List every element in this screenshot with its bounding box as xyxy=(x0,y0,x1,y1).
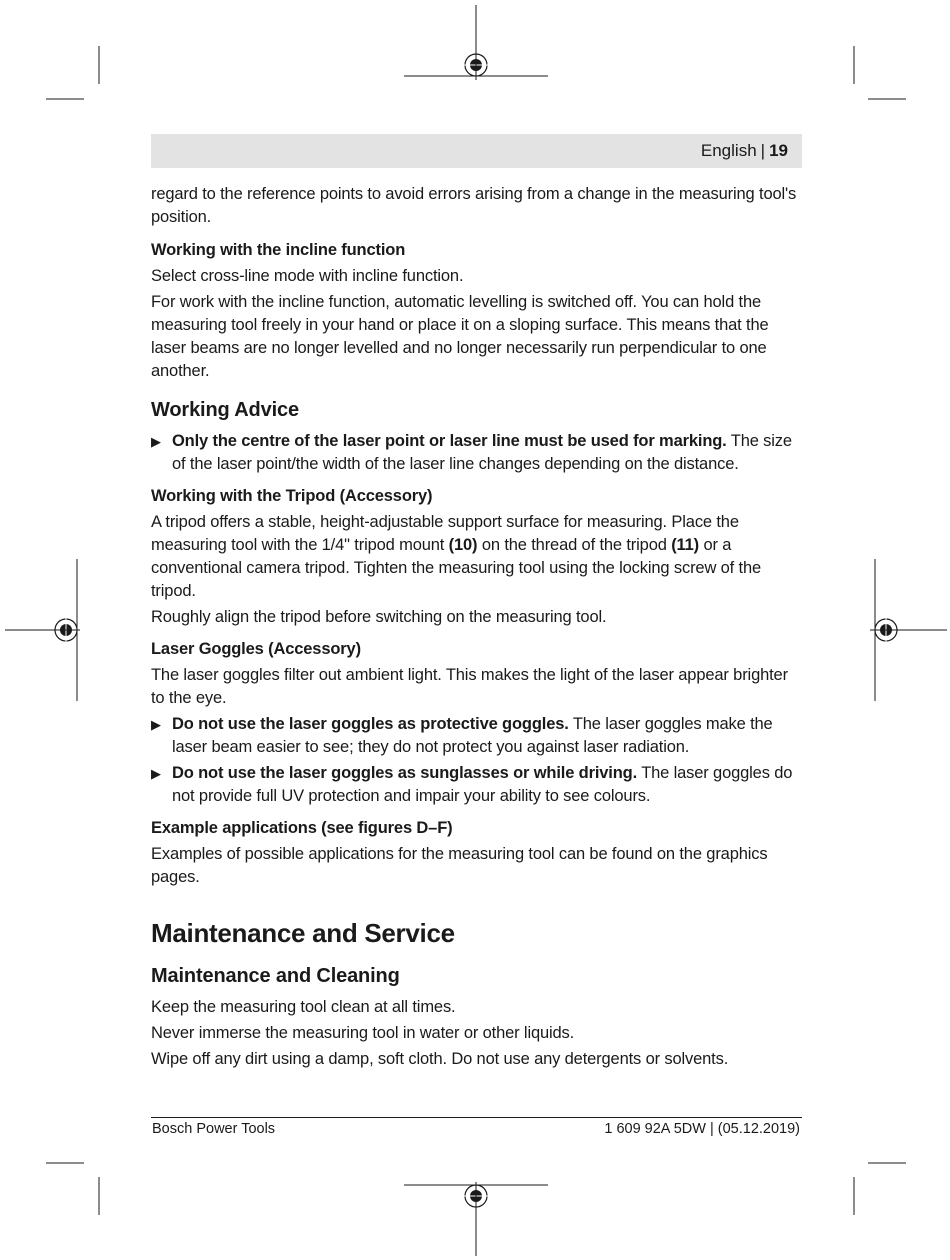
reference-mount: (10) xyxy=(448,536,478,554)
reference-tripod: (11) xyxy=(671,536,700,554)
examples-paragraph: Examples of possible applications for the measuring tool can be found on the graphics pages. xyxy=(151,845,768,886)
footer-date: (05.12.2019) xyxy=(717,1121,800,1137)
tripod-paragraph-1 xyxy=(151,511,803,603)
triangle-right-icon: ▶ xyxy=(151,766,161,781)
triangle-right-icon: ▶ xyxy=(151,434,161,449)
registration-target-icon xyxy=(462,1182,490,1210)
goggles-paragraph: The laser goggles filter out ambient light. This makes the light of the laser appear brighter to the eye. xyxy=(151,666,788,707)
maintenance-paragraph-1: Keep the measuring tool clean at all times. xyxy=(151,998,456,1016)
tripod-paragraph-2: Roughly align the tripod before switching on the measuring tool. xyxy=(151,608,607,626)
header-separator: | xyxy=(760,141,766,160)
triangle-right-icon: ▶ xyxy=(151,717,161,732)
maintenance-subheading: Maintenance and Cleaning xyxy=(151,965,400,987)
tripod-text-b: on the thread of the tripod xyxy=(481,536,667,554)
intro-paragraph: regard to the reference points to avoid errors arising from a change in the measuring tool's position. xyxy=(151,185,797,226)
footer-doc-info: 1 609 92A 5DW | (05.12.2019) xyxy=(604,1121,800,1137)
list-item xyxy=(151,713,803,759)
incline-heading: Working with the incline function xyxy=(151,241,406,259)
bullet-bold-text: Do not use the laser goggles as protective goggles. xyxy=(172,715,569,733)
registration-target-icon xyxy=(872,616,900,644)
registration-target-icon xyxy=(462,51,490,79)
page-header xyxy=(151,134,802,168)
bullet-bold-text: Do not use the laser goggles as sunglasses or while driving. xyxy=(172,764,638,782)
bullet-text: The size of the laser point/the width of the laser line changes depending on the distance. xyxy=(172,432,792,473)
tripod-text-c: or a conventional camera tripod. Tighten the measuring tool using the locking screw of the tripod. xyxy=(151,536,762,600)
header-language: English xyxy=(700,141,757,160)
bullet-bold-text: Only the centre of the laser point or laser line must be used for marking. xyxy=(172,432,727,450)
working-advice-heading: Working Advice xyxy=(151,399,299,421)
tripod-text-a: A tripod offers a stable, height-adjustable support surface for measuring. Place the measuring tool with the 1/4" tripod mount xyxy=(151,513,739,554)
header-label xyxy=(701,141,788,161)
incline-paragraph-1: Select cross-line mode with incline function. xyxy=(151,267,464,285)
maintenance-title: Maintenance and Service xyxy=(151,918,455,948)
incline-paragraph-2: For work with the incline function, automatic levelling is switched off. You can hold the measuring tool freely in your hand or place it on a sloping surface. This means that the laser beams are no longer levelled and no longer necessarily run perpendicular to one another. xyxy=(151,293,769,380)
maintenance-paragraph-3: Wipe off any dirt using a damp, soft cloth. Do not use any detergents or solvents. xyxy=(151,1050,729,1068)
maintenance-paragraph-2: Never immerse the measuring tool in water or other liquids. xyxy=(151,1024,575,1042)
page-content xyxy=(151,183,803,1074)
footer-brand: Bosch Power Tools xyxy=(152,1121,276,1137)
footer-divider xyxy=(151,1117,802,1118)
examples-heading: Example applications (see figures D–F) xyxy=(151,819,453,837)
list-item xyxy=(151,430,803,476)
bullet-text: The laser goggles make the laser beam easier to see; they do not protect you against laser radiation. xyxy=(172,715,773,756)
registration-target-icon xyxy=(52,616,80,644)
list-item xyxy=(151,762,803,808)
tripod-heading: Working with the Tripod (Accessory) xyxy=(151,487,433,505)
bullet-text: The laser goggles do not provide full UV protection and impair your ability to see colours. xyxy=(172,764,793,805)
page-number: 19 xyxy=(769,141,788,160)
footer-doc-number: 1 609 92A 5DW xyxy=(604,1121,706,1137)
goggles-heading: Laser Goggles (Accessory) xyxy=(151,640,361,658)
